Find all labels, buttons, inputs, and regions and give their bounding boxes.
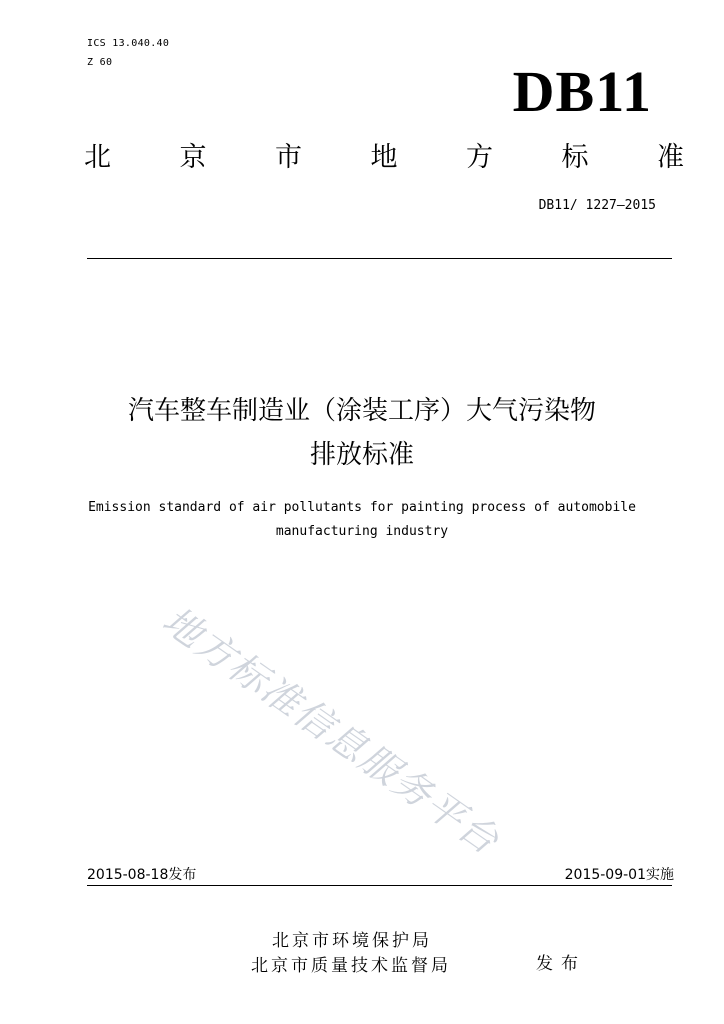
issue-label: 发布	[536, 954, 586, 974]
implementation-date: 2015-09-01实施	[564, 867, 674, 883]
standard-type-char: 市	[275, 142, 302, 173]
title-english-line1: Emission standard of air pollutants for painting process of automobile	[88, 500, 636, 515]
standard-number: DB11/ 1227—2015	[538, 198, 656, 213]
standard-type-char: 标	[561, 142, 589, 173]
watermark: 地方标准信息服务平台	[154, 598, 508, 864]
title-english-line2: manufacturing industry	[275, 524, 449, 539]
db11-logo: DB11	[512, 59, 652, 124]
standard-type-char: 方	[466, 142, 493, 173]
title-chinese-line1: 汽车整车制造业（涂装工序）大气污染物	[127, 396, 596, 426]
standard-type-char: 北	[84, 142, 111, 173]
issuer-quality-bureau: 北京市质量技术监督局	[251, 956, 451, 976]
ccs-code: Z 60	[87, 57, 113, 68]
issuer-environment-bureau: 北京市环境保护局	[272, 931, 432, 951]
ics-code: ICS 13.040.40	[87, 38, 170, 49]
standard-type-char: 京	[179, 142, 207, 173]
header-divider	[87, 258, 672, 259]
title-chinese-line2: 排放标准	[309, 440, 414, 470]
issue-date: 2015-08-18发布	[87, 867, 197, 883]
standard-type-heading	[84, 140, 684, 176]
standard-type-char: 地	[370, 142, 398, 173]
standard-type-char: 准	[657, 142, 684, 173]
date-divider	[87, 885, 672, 886]
